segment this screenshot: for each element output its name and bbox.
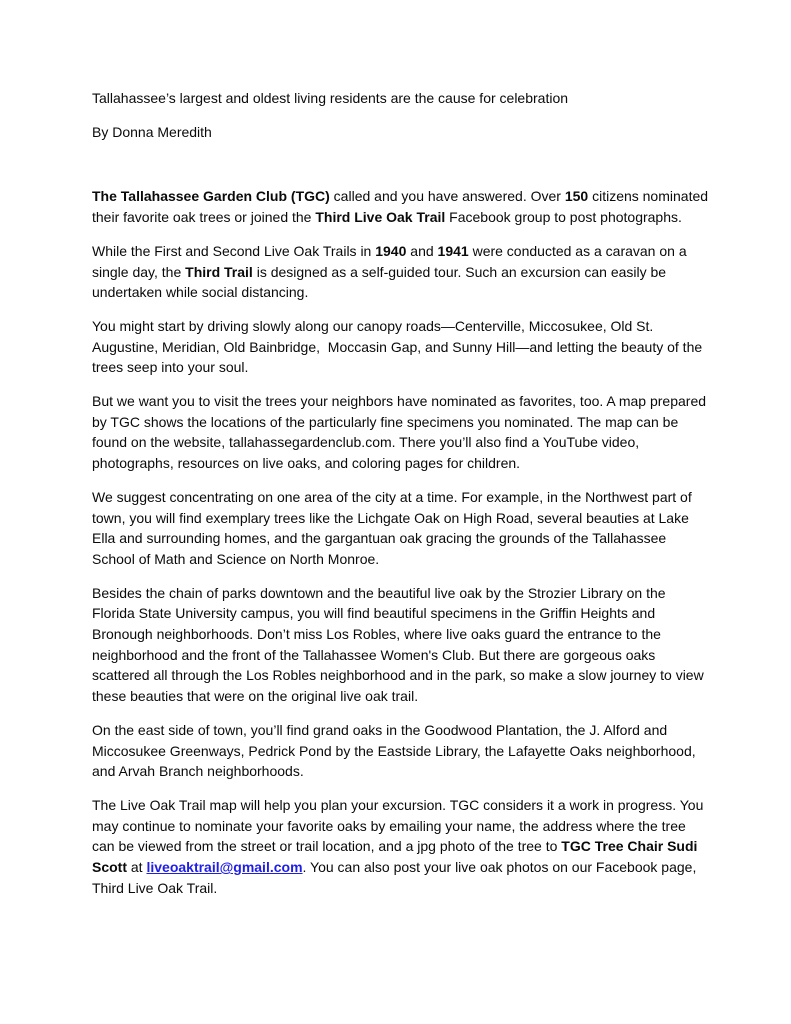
bold-text: 150 — [564, 188, 589, 205]
email-link[interactable]: liveoaktrail@gmail.com — [146, 859, 303, 876]
body-text: Besides the chain of parks downtown and the beautiful live oak by the Strozier Library on the Florida State University campus, you will find beautiful specimens in the Griffin Heights and Bronough neighborhoods. Don’t miss Los Robles, where live oaks guard the entrance to the neighborhood and the front of the Tallahassee Women's Club. But there are gorgeous oaks scattered all through the Los Robles neighborhood and in the park, so make a slow journey to view these beauties that were on the original live oak trail. — [92, 584, 708, 705]
paragraph — [92, 186, 710, 227]
byline: By Donna Meredith — [92, 123, 212, 140]
bold-text: Third Trail — [185, 263, 253, 280]
blank-line — [92, 155, 710, 186]
body-text: You might start by driving slowly along our canopy roads—Centerville, Miccosukee, Old St. Augustine, Meridian, Old Bainbridge, Moccasin Gap, and Sunny Hill—and letting the beauty of the trees seep into your soul. — [92, 317, 707, 376]
paragraph — [92, 795, 710, 899]
document-page — [92, 88, 710, 912]
body-text: is designed as a self-guided tour. Such an excursion can easily be undertaken while social distancing. — [92, 263, 670, 301]
bold-text: 1941 — [437, 242, 469, 259]
body-text: While the First and Second Live Oak Trails in — [92, 242, 376, 259]
paragraph — [92, 391, 710, 474]
body-text: On the east side of town, you’ll find grand oaks in the Goodwood Plantation, the J. Alford and Miccosukee Greenways, Pedrick Pond by the Eastside Library, the Lafayette Oaks neighborhood, and Arvah Branch neighborhoods. — [92, 721, 700, 780]
body-text: at — [127, 859, 147, 876]
bold-text: 1940 — [375, 242, 407, 259]
body-text: We suggest concentrating on one area of the city at a time. For example, in the Northwest part of town, you will find exemplary trees like the Lichgate Oak on High Road, several beauties at Lake Ella and surrounding homes, and the gargantuan oak gracing the grounds of the Tallahassee School of Math and Science on North Monroe. — [92, 488, 696, 567]
paragraph — [92, 487, 710, 570]
body-text: citizens nominated their favorite oak trees or joined the — [92, 188, 712, 226]
body-text: But we want you to visit the trees your neighbors have nominated as favorites, too. A map prepared by TGC shows the locations of the particularly fine specimens you nominated. The map can be found on the website, tallahassegardenclub.com. There you’ll also find a YouTube video, photographs, resources on live oaks, and coloring pages for children. — [92, 393, 710, 472]
paragraph — [92, 241, 710, 303]
bold-text: The Tallahassee Garden Club (TGC) — [92, 188, 330, 205]
document-body — [92, 186, 710, 898]
paragraph — [92, 583, 710, 707]
paragraph — [92, 720, 710, 782]
body-text: . You can also post your live oak photos on our Facebook page, Third Live Oak Trail. — [92, 859, 700, 896]
body-text: called and you have answered. Over — [329, 188, 565, 205]
body-text: The Live Oak Trail map will help you plan your excursion. TGC considers it a work in progress. You may continue to nominate your favorite oaks by emailing your name, the address where the tree can be viewed from the street or trail location, and a jpg photo of the tree to — [92, 796, 708, 855]
body-text: Facebook group to post photographs. — [445, 209, 682, 226]
bold-text: TGC Tree Chair Sudi Scott — [92, 838, 702, 876]
body-text: and — [406, 242, 438, 259]
paragraph — [92, 316, 710, 378]
document-title: Tallahassee’s largest and oldest living residents are the cause for celebration — [92, 90, 569, 106]
body-text: were conducted as a caravan on a single day, the — [92, 242, 691, 280]
bold-text: Third Live Oak Trail — [315, 209, 446, 226]
